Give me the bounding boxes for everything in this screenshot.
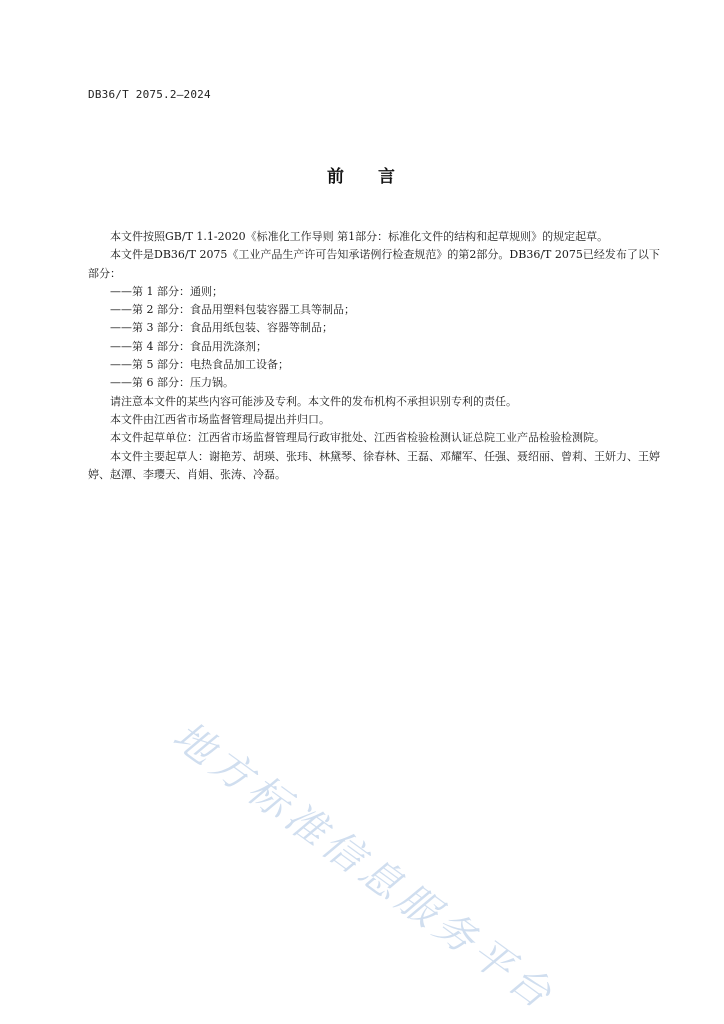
paragraph-drafting-units: 本文件起草单位：江西省市场监督管理局行政审批处、江西省检验检测认证总院工业产品检验检测院。 bbox=[110, 431, 605, 445]
foreword-body bbox=[88, 228, 662, 484]
paragraph-drafting-rules: 本文件按照GB/T 1.1-2020《标准化工作导则 第1部分：标准化文件的结构和起草规则》的规定起草。 bbox=[110, 230, 609, 243]
paragraph-parts-intro: 本文件是DB36/T 2075《工业产品生产许可告知承诺例行检查规范》的第2部分。DB36/T 2075已经发布了以下部分： bbox=[88, 248, 660, 280]
list-item-part-2: ——第 2 部分：食品用塑料包装容器工具等制品； bbox=[110, 303, 355, 317]
document-code: DB36/T 2075.2—2024 bbox=[88, 88, 211, 101]
watermark: 地方标准信息服务平台 bbox=[164, 712, 564, 1021]
section-title-char-1: 前 bbox=[327, 167, 346, 187]
list-item-part-4: ——第 4 部分：食品用洗涤剂； bbox=[110, 339, 267, 353]
section-title bbox=[0, 162, 724, 187]
list-item-part-1: ——第 1 部分：通则； bbox=[110, 284, 223, 298]
paragraph-drafters: 本文件主要起草人：谢艳芳、胡瑛、张玮、林黛琴、徐春林、王磊、邓耀军、任强、聂绍丽、曾莉、王妍力、王婷婷、赵潭、李璎天、肖娟、张涛、冷磊。 bbox=[88, 449, 660, 481]
paragraph-proposer: 本文件由江西省市场监督管理局提出并归口。 bbox=[110, 412, 330, 426]
list-item-part-6: ——第 6 部分：压力锅。 bbox=[110, 376, 234, 390]
paragraph-patent-notice: 请注意本文件的某些内容可能涉及专利。本文件的发布机构不承担识别专利的责任。 bbox=[110, 394, 517, 408]
list-item-part-3: ——第 3 部分：食品用纸包装、容器等制品； bbox=[110, 321, 333, 335]
list-item-part-5: ——第 5 部分：电热食品加工设备； bbox=[110, 358, 289, 372]
section-title-char-2: 言 bbox=[378, 167, 397, 187]
